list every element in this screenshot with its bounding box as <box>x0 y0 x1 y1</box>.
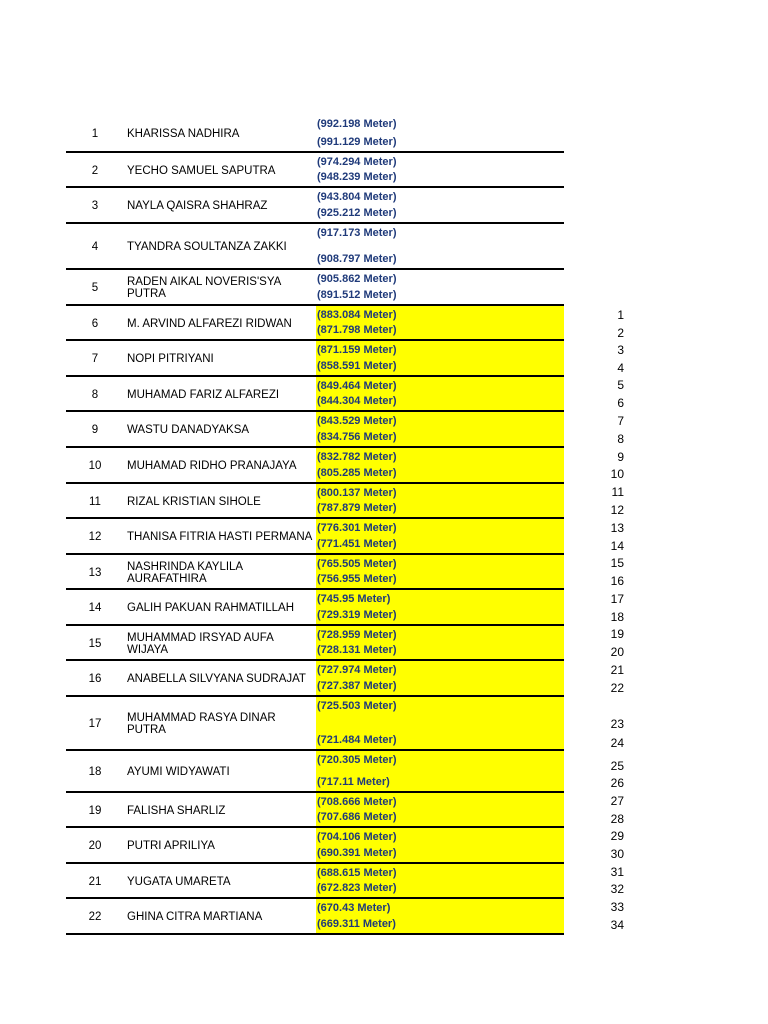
distance-2: (771.451 Meter) <box>317 538 397 550</box>
participant-name: YECHO SAMUEL SAPUTRA <box>127 164 276 177</box>
table-row <box>66 751 564 793</box>
side-number: 30 <box>610 847 624 861</box>
row-number: 10 <box>88 460 102 472</box>
row-number: 5 <box>91 282 99 294</box>
distance-1: (871.159 Meter) <box>317 344 397 356</box>
side-number: 8 <box>617 432 624 446</box>
side-number: 33 <box>610 900 624 914</box>
side-number: 7 <box>617 414 624 428</box>
side-number: 22 <box>610 681 624 695</box>
side-number: 23 <box>610 717 624 731</box>
row-number: 9 <box>91 424 99 436</box>
distance-1: (704.106 Meter) <box>317 831 397 843</box>
table-row <box>66 115 564 153</box>
side-number: 4 <box>617 361 624 375</box>
side-number: 26 <box>610 776 624 790</box>
participant-name: MUHAMAD RIDHO PRANAJAYA <box>127 460 297 472</box>
table-row <box>66 590 564 626</box>
distance-1: (727.974 Meter) <box>317 664 397 676</box>
participant-name: WASTU DANADYAKSA <box>127 424 250 436</box>
distance-1: (720.305 Meter) <box>317 754 397 766</box>
side-number: 27 <box>610 794 624 808</box>
side-number: 10 <box>610 467 624 481</box>
side-number: 13 <box>610 521 624 535</box>
table-row <box>66 188 564 224</box>
table-row <box>66 519 564 555</box>
row-number: 2 <box>91 164 99 177</box>
table-row <box>66 626 564 661</box>
distance-1: (992.198 Meter) <box>317 118 397 130</box>
table-row <box>66 899 564 935</box>
table-row <box>66 484 564 519</box>
participant-name: KHARISSA NADHIRA <box>127 128 240 140</box>
distance-1: (688.615 Meter) <box>317 867 397 879</box>
distance-1: (943.804 Meter) <box>317 191 397 203</box>
table-row <box>66 306 564 341</box>
distance-1: (849.464 Meter) <box>317 380 397 392</box>
table-row <box>66 555 564 590</box>
row-number: 4 <box>91 241 99 253</box>
side-number: 18 <box>610 610 624 624</box>
side-number: 3 <box>617 343 624 357</box>
row-number: 15 <box>88 637 102 650</box>
table-row <box>66 697 564 751</box>
side-number: 31 <box>610 865 624 879</box>
row-border <box>66 933 564 935</box>
row-number: 21 <box>88 875 102 888</box>
row-number: 12 <box>88 531 102 543</box>
participant-name: NASHRINDA KAYLILA AURAFATHIRA <box>127 560 243 585</box>
distance-2: (672.823 Meter) <box>317 882 397 894</box>
participant-name: NAYLA QAISRA SHAHRAZ <box>127 200 268 212</box>
table-row <box>66 412 564 448</box>
distance-1: (974.294 Meter) <box>317 156 397 168</box>
participant-name: GALIH PAKUAN RAHMATILLAH <box>127 602 295 614</box>
distance-2: (690.391 Meter) <box>317 847 397 859</box>
table-row <box>66 224 564 270</box>
distance-2: (669.311 Meter) <box>317 918 396 930</box>
row-number: 17 <box>88 718 102 730</box>
distance-1: (728.959 Meter) <box>317 629 397 641</box>
participant-name: PUTRI APRILIYA <box>127 840 215 852</box>
side-number: 34 <box>610 918 624 932</box>
side-number: 5 <box>617 378 624 392</box>
distance-2: (891.512 Meter) <box>317 289 397 301</box>
participant-name: MUHAMMAD IRSYAD AUFA WIJAYA <box>127 631 274 656</box>
distance-2: (707.686 Meter) <box>317 811 397 823</box>
side-number: 6 <box>617 396 624 410</box>
distance-1: (765.505 Meter) <box>317 558 397 570</box>
participant-name: THANISA FITRIA HASTI PERMANA <box>127 531 313 543</box>
distance-1: (917.173 Meter) <box>317 227 397 239</box>
distance-2: (834.756 Meter) <box>317 431 397 443</box>
table-row <box>66 864 564 899</box>
distance-2: (805.285 Meter) <box>317 467 397 479</box>
table-row <box>66 828 564 864</box>
table-row <box>66 448 564 484</box>
distance-2: (787.879 Meter) <box>317 502 397 514</box>
row-number: 22 <box>88 911 102 923</box>
distance-2: (858.591 Meter) <box>317 360 397 372</box>
side-number: 29 <box>610 829 624 843</box>
table-row <box>66 270 564 306</box>
side-number: 15 <box>610 556 624 570</box>
participant-name: MUHAMMAD RASYA DINAR PUTRA <box>127 712 276 736</box>
side-number: 2 <box>617 326 624 340</box>
participant-name: RADEN AIKAL NOVERIS'SYA PUTRA <box>127 276 281 300</box>
distance-2: (728.131 Meter) <box>317 644 397 656</box>
row-number: 3 <box>91 200 99 212</box>
side-number: 24 <box>610 736 624 750</box>
distance-1: (905.862 Meter) <box>317 273 397 285</box>
side-number: 9 <box>617 450 624 464</box>
distance-2: (871.798 Meter) <box>317 324 397 336</box>
participant-name: FALISHA SHARLIZ <box>127 804 226 817</box>
participant-name: M. ARVIND ALFAREZI RIDWAN <box>127 317 292 330</box>
table-row <box>66 793 564 828</box>
table-row <box>66 377 564 412</box>
row-number: 8 <box>91 388 99 401</box>
row-number: 14 <box>88 602 102 614</box>
distance-1: (745.95 Meter) <box>317 593 391 605</box>
distance-2: (991.129 Meter) <box>317 136 397 148</box>
side-number: 28 <box>610 812 624 826</box>
distance-2: (717.11 Meter) <box>317 776 390 788</box>
distance-2: (844.304 Meter) <box>317 395 397 407</box>
distance-1: (843.529 Meter) <box>317 415 397 427</box>
distance-1: (776.301 Meter) <box>317 522 397 534</box>
side-number: 25 <box>610 759 624 773</box>
table-row <box>66 341 564 377</box>
row-number: 20 <box>88 840 102 852</box>
table-row <box>66 661 564 697</box>
distance-1: (725.503 Meter) <box>317 700 397 712</box>
distance-2: (727.387 Meter) <box>317 680 397 692</box>
distance-1: (670.43 Meter) <box>317 902 391 914</box>
participant-name: GHINA CITRA MARTIANA <box>127 911 263 923</box>
distance-2: (729.319 Meter) <box>317 609 397 621</box>
row-number: 6 <box>91 317 99 330</box>
row-number: 16 <box>88 673 102 685</box>
table-row <box>66 153 564 188</box>
distance-1: (883.084 Meter) <box>317 309 397 321</box>
row-number: 1 <box>91 128 99 140</box>
participant-name: MUHAMAD FARIZ ALFAREZI <box>127 388 280 401</box>
distance-2: (908.797 Meter) <box>317 253 397 265</box>
participant-name: RIZAL KRISTIAN SIHOLE <box>127 495 261 508</box>
side-number: 1 <box>617 308 624 322</box>
row-number: 11 <box>89 495 101 508</box>
row-number: 19 <box>88 804 102 817</box>
distance-2: (756.955 Meter) <box>317 573 397 585</box>
participant-name: TYANDRA SOULTANZA ZAKKI <box>127 241 287 253</box>
row-number: 7 <box>91 353 99 365</box>
distance-1: (708.666 Meter) <box>317 796 397 808</box>
row-number: 18 <box>88 766 102 778</box>
side-number: 32 <box>610 882 624 896</box>
distance-2: (721.484 Meter) <box>317 734 397 746</box>
side-number: 19 <box>610 627 624 641</box>
side-number: 21 <box>610 663 624 677</box>
distance-1: (832.782 Meter) <box>317 451 397 463</box>
row-number: 13 <box>88 566 102 579</box>
side-number: 16 <box>610 574 624 588</box>
distance-2: (925.212 Meter) <box>317 207 397 219</box>
distance-1: (800.137 Meter) <box>317 487 397 499</box>
side-number: 14 <box>610 539 624 553</box>
distance-2: (948.239 Meter) <box>317 171 397 183</box>
participant-name: YUGATA UMARETA <box>127 875 231 888</box>
side-number: 20 <box>610 645 624 659</box>
participant-name: NOPI PITRIYANI <box>127 353 214 365</box>
side-number: 12 <box>610 503 624 517</box>
participant-name: ANABELLA SILVYANA SUDRAJAT <box>127 673 306 685</box>
participant-name: AYUMI WIDYAWATI <box>127 766 230 778</box>
side-number: 17 <box>610 592 624 606</box>
side-number: 11 <box>611 485 624 499</box>
